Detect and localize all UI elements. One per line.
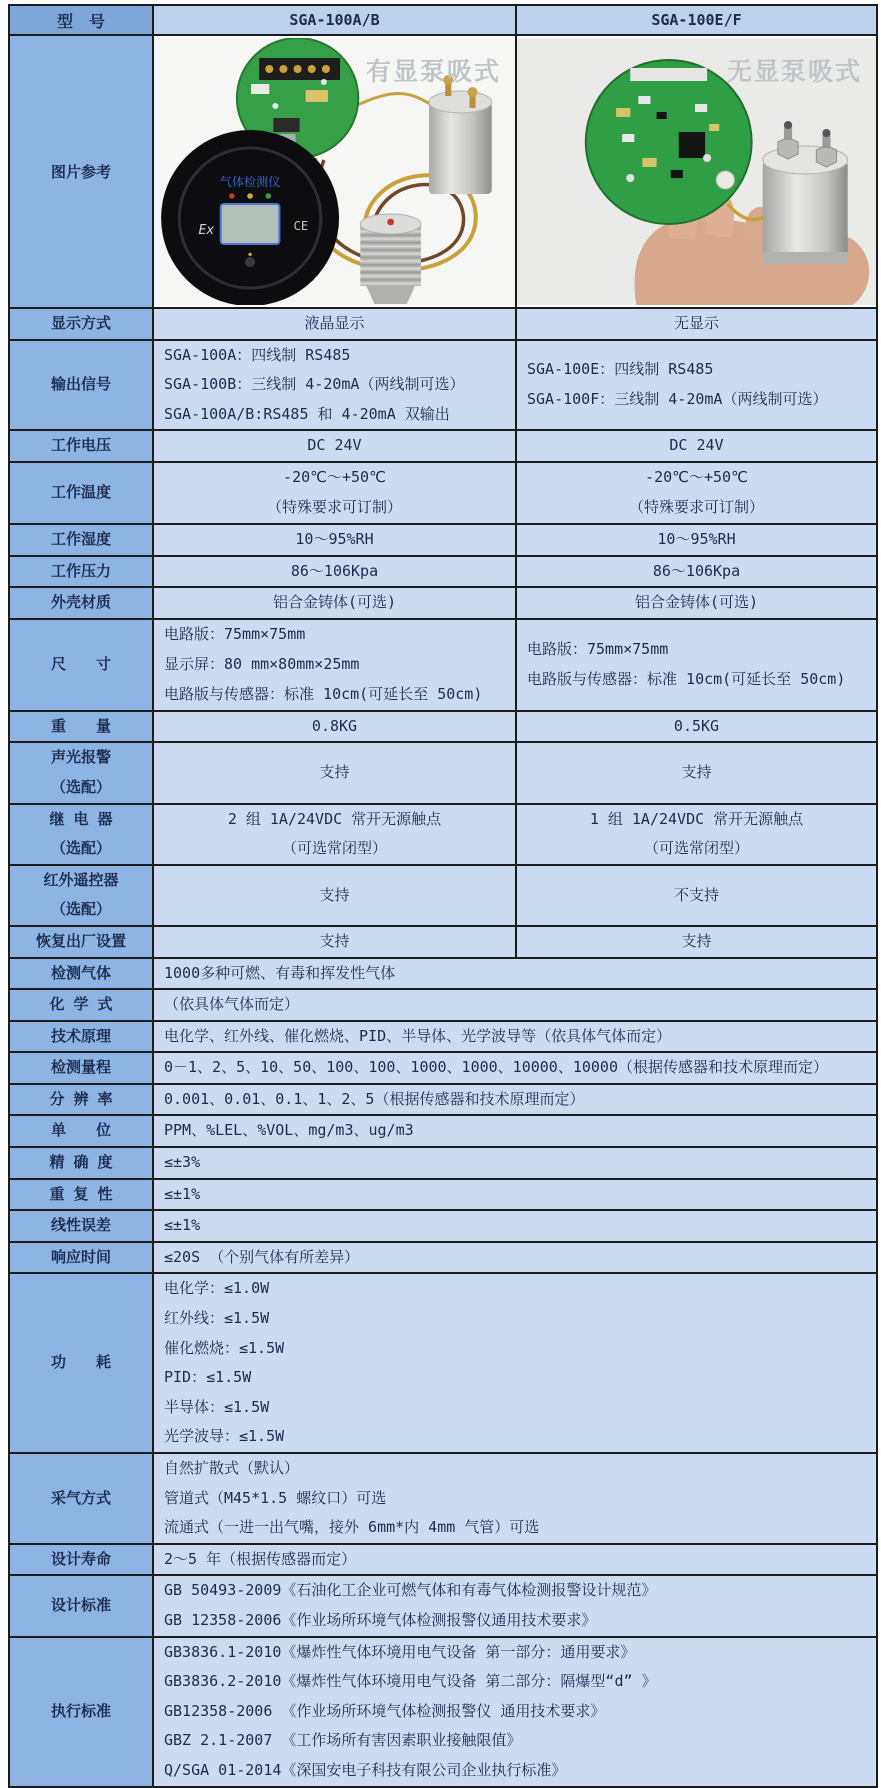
- row-label: 设计寿命: [9, 1544, 153, 1576]
- value-b: 无显示: [516, 308, 877, 340]
- spec-row-design-standards: [9, 1575, 877, 1636]
- spec-row-humidity: [9, 524, 877, 556]
- spec-row-units: [9, 1115, 877, 1147]
- value-a: 0.8KG: [153, 711, 516, 743]
- row-label: 采气方式: [9, 1453, 153, 1544]
- lcd-screen: [221, 204, 280, 244]
- row-label: 检测量程: [9, 1052, 153, 1084]
- spec-row-housing: [9, 587, 877, 619]
- value-b: DC 24V: [516, 430, 877, 462]
- value-b: 铝合金铸体(可选): [516, 587, 877, 619]
- header-model-a: SGA-100A/B: [153, 5, 516, 35]
- spec-row-dimensions: [9, 619, 877, 711]
- row-label: 输出信号: [9, 340, 153, 431]
- spec-table: [8, 4, 878, 1788]
- spec-row-gases: [9, 958, 877, 990]
- merged-value: 电化学、红外线、催化燃烧、PID、半导体、光学波导等（依具体气体而定）: [153, 1021, 877, 1053]
- row-label: 精 确 度: [9, 1147, 153, 1179]
- product-photo-sga100ef: [517, 38, 876, 305]
- merged-value: ≤20S （个别气体有所差异）: [153, 1242, 877, 1274]
- row-label: 继 电 器 （选配）: [9, 804, 153, 865]
- product-photo-sga100ab: [154, 38, 515, 305]
- merged-value: ≤±3%: [153, 1147, 877, 1179]
- spec-row-factory-reset: [9, 926, 877, 958]
- value-a: -20℃～+50℃ （特殊要求可订制）: [153, 462, 516, 524]
- merged-value: 2～5 年（根据传感器而定）: [153, 1544, 877, 1576]
- merged-value: 1000多种可燃、有毒和挥发性气体: [153, 958, 877, 990]
- value-b: 支持: [516, 742, 877, 803]
- ex-mark: Ex: [198, 223, 215, 238]
- value-b: -20℃～+50℃ （特殊要求可订制）: [516, 462, 877, 524]
- spec-row-range: [9, 1052, 877, 1084]
- row-label: 恢复出厂设置: [9, 926, 153, 958]
- row-label: 重 复 性: [9, 1179, 153, 1211]
- row-label: 技术原理: [9, 1021, 153, 1053]
- row-label: 外壳材质: [9, 587, 153, 619]
- spec-row-linearity: [9, 1210, 877, 1242]
- value-b: 不支持: [516, 865, 877, 926]
- header-model-label: 型 号: [9, 5, 153, 35]
- value-a: 86～106Kpa: [153, 556, 516, 588]
- row-label: 尺 寸: [9, 619, 153, 711]
- spec-row-power: [9, 1273, 877, 1453]
- ce-mark: CE: [293, 219, 309, 233]
- row-label: 响应时间: [9, 1242, 153, 1274]
- watermark-no-display: 无显泵吸式: [726, 57, 862, 86]
- row-label: 工作湿度: [9, 524, 153, 556]
- value-a: 支持: [153, 865, 516, 926]
- value-b: 电路版：75mm×75mm 电路版与传感器：标准 10cm(可延长至 50cm): [516, 619, 877, 711]
- row-label: 设计标准: [9, 1575, 153, 1636]
- gauge-title-text: 气体检测仪: [219, 175, 281, 189]
- product-photo-cell-b: [516, 35, 877, 308]
- row-label: 单 位: [9, 1115, 153, 1147]
- spec-row-exec-standards: [9, 1637, 877, 1787]
- photo-b-illustration: [517, 38, 876, 305]
- value-a: 铝合金铸体(可选): [153, 587, 516, 619]
- spec-row-weight: [9, 711, 877, 743]
- merged-value: 自然扩散式（默认） 管道式（M45*1.5 螺纹口）可选 流通式（一进一出气嘴，接外 6mm*内 4mm 气管）可选: [153, 1453, 877, 1544]
- row-label: 声光报警 （选配）: [9, 742, 153, 803]
- row-label: 分 辨 率: [9, 1084, 153, 1116]
- value-a: 10～95%RH: [153, 524, 516, 556]
- merged-value: 电化学：≤1.0W 红外线：≤1.5W 催化燃烧：≤1.5W PID：≤1.5W 半导体：≤1.5W 光学波导：≤1.5W: [153, 1273, 877, 1453]
- spec-row-display: [9, 308, 877, 340]
- row-label: 显示方式: [9, 308, 153, 340]
- image-row: [9, 35, 877, 308]
- row-label: 工作电压: [9, 430, 153, 462]
- row-label: 工作温度: [9, 462, 153, 524]
- spec-row-lifespan: [9, 1544, 877, 1576]
- merged-value: 0.001、0.01、0.1、1、2、5（根据传感器和技术原理而定）: [153, 1084, 877, 1116]
- row-label: 化 学 式: [9, 989, 153, 1021]
- row-label: 红外遥控器 （选配）: [9, 865, 153, 926]
- value-a: DC 24V: [153, 430, 516, 462]
- svg-text:●: ●: [248, 251, 252, 258]
- image-row-label: 图片参考: [9, 35, 153, 308]
- row-label: 线性误差: [9, 1210, 153, 1242]
- merged-value: ≤±1%: [153, 1179, 877, 1211]
- merged-value: GB 50493-2009《石油化工企业可燃气体和有毒气体检测报警设计规范》 GB 12358-2006《作业场所环境气体检测报警仪通用技术要求》: [153, 1575, 877, 1636]
- row-label: 功 耗: [9, 1273, 153, 1453]
- spec-row-output: [9, 340, 877, 431]
- value-a: 支持: [153, 742, 516, 803]
- value-a: 2 组 1A/24VDC 常开无源触点 （可选常闭型）: [153, 804, 516, 865]
- value-b: SGA-100E：四线制 RS485 SGA-100F：三线制 4-20mA（两线制可选）: [516, 340, 877, 431]
- spec-row-remote: [9, 865, 877, 926]
- spec-row-alarm: [9, 742, 877, 803]
- spec-row-temperature: [9, 462, 877, 524]
- header-row: [9, 5, 877, 35]
- row-label: 重 量: [9, 711, 153, 743]
- value-b: 0.5KG: [516, 711, 877, 743]
- spec-row-accuracy: [9, 1147, 877, 1179]
- value-b: 10～95%RH: [516, 524, 877, 556]
- merged-value: PPM、%LEL、%VOL、mg/m3、ug/m3: [153, 1115, 877, 1147]
- row-label: 执行标准: [9, 1637, 153, 1787]
- merged-value: GB3836.1-2010《爆炸性气体环境用电气设备 第一部分：通用要求》 GB3836.2-2010《爆炸性气体环境用电气设备 第二部分：隔爆型“d” 》 GB12358-2006 《作业场所环境气体检测报警仪 通用技术要求》 GBZ 2.1-2007 《工作场所有害因素职业接触限值》 Q/SGA 01-2014《深国安电子科技有限公司企业执行标准》: [153, 1637, 877, 1787]
- spec-row-relay: [9, 804, 877, 865]
- gauge-device: [161, 130, 339, 305]
- row-label: 检测气体: [9, 958, 153, 990]
- spec-row-pressure: [9, 556, 877, 588]
- value-a: 液晶显示: [153, 308, 516, 340]
- merged-value: 0－1、2、5、10、50、100、100、1000、1000、10000、10000（根据传感器和技术原理而定）: [153, 1052, 877, 1084]
- watermark-pumped-display: 有显泵吸式: [365, 57, 501, 86]
- spec-row-resolution: [9, 1084, 877, 1116]
- value-a: 电路版：75mm×75mm 显示屏：80 mm×80mm×25mm 电路版与传感器：标准 10cm(可延长至 50cm): [153, 619, 516, 711]
- header-model-b: SGA-100E/F: [516, 5, 877, 35]
- spec-row-formula: [9, 989, 877, 1021]
- spec-row-sampling: [9, 1453, 877, 1544]
- value-b: 支持: [516, 926, 877, 958]
- value-b: 86～106Kpa: [516, 556, 877, 588]
- merged-value: ≤±1%: [153, 1210, 877, 1242]
- spec-row-principle: [9, 1021, 877, 1053]
- spec-row-voltage: [9, 430, 877, 462]
- row-label: 工作压力: [9, 556, 153, 588]
- value-a: SGA-100A：四线制 RS485 SGA-100B：三线制 4-20mA（两线制可选） SGA-100A/B:RS485 和 4-20mA 双输出: [153, 340, 516, 431]
- product-photo-cell-a: [153, 35, 516, 308]
- pcb-board-b: [586, 60, 752, 224]
- sensor-cylinder-a2: [360, 214, 421, 304]
- spec-row-repeatability: [9, 1179, 877, 1211]
- spec-row-response-time: [9, 1242, 877, 1274]
- photo-a-illustration: [154, 38, 515, 305]
- value-b: 1 组 1A/24VDC 常开无源触点 （可选常闭型）: [516, 804, 877, 865]
- merged-value: （依具体气体而定）: [153, 989, 877, 1021]
- value-a: 支持: [153, 926, 516, 958]
